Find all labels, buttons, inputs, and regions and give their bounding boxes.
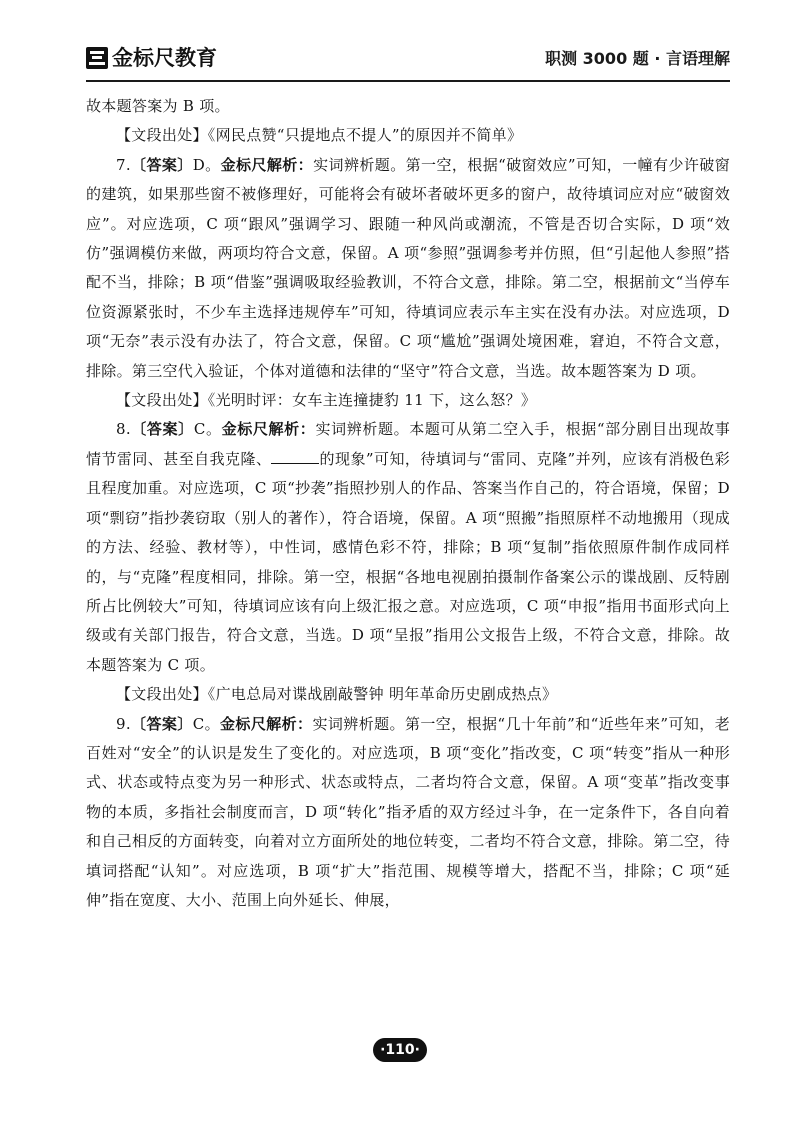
header-divider bbox=[86, 80, 730, 82]
answer-tag: 〔答案〕 bbox=[130, 155, 193, 174]
answer-letter: C。 bbox=[193, 420, 222, 439]
analysis-text: 实词辨析题。第一空，根据“破窗效应”可知，一幢有少许破窗的建筑，如果那些窗不被修理好，可能将会有破坏者破坏更多的窗户，故待填词应对应“破窗效应”。对应选项，C 项“跟风”强调学习、跟随一种风尚或潮流，不管是否切合实际，D 项“效仿”强调模仿来做，两项均符合文意，保留。A 项“参照”强调参考并仿照，但“引起他人参照”搭配不当，排除；B 项“借鉴”强调吸取经验教训，不符合文意，排除。第二空，根据前文“当停车位资源紧张时，不少车主选择违规停车”可知，待填词应表示车主实在没有办法。对应选项，D 项“无奈”表示没有办法了，符合文意，保留。C 项“尴尬”强调处境困难，窘迫，不符合文意，排除。第三空代入验证，个体对道德和法律的“坚守”符合文意，当选。故本题答案为 D 项。 bbox=[86, 155, 731, 380]
analysis-text-continued: 的现象”可知，待填词与“雷同、克隆”并列，应该有消极色彩且程度加重。对应选项，C 项“抄袭”指照抄别人的作品、答案当作自己的，符合语境，保留；D 项“剽窃”指抄袭窃取（别人的著作），符合语境，保留。A 项“照搬”指照原样不动地搬用（现成的方法、经验、教材等），中性词，感情色彩不符，排除；B 项“复制”指依照原件制作成同样的，与“克隆”程度相同，排除。第一空，根据“各地电视剧拍摄制作备案公示的谍战剧、反特剧所占比例较大”可知，待填词应该有向上级汇报之意。对应选项，C 项“申报”指用书面形式向上级或有关部门报告，符合文意，当选。D 项“呈报”指用公文报告上级，不符合文意，排除。故本题答案为 C 项。 bbox=[86, 449, 730, 674]
question-number: 7. bbox=[116, 155, 131, 174]
answer-letter: C。 bbox=[192, 714, 220, 733]
source-citation-q6: 【文段出处】《网民点赞“只提地点不提人”的原因并不简单》 bbox=[116, 126, 523, 145]
answer-tag: 〔答案〕 bbox=[130, 420, 194, 439]
answer-letter: D。 bbox=[192, 155, 221, 174]
fill-in-blank bbox=[271, 449, 319, 464]
question-7-explanation bbox=[86, 151, 730, 386]
question-number: 9. bbox=[116, 714, 131, 733]
page-number-badge: ·110· bbox=[373, 1038, 427, 1062]
answer-conclusion-q6: 故本题答案为 B 项。 bbox=[86, 97, 230, 115]
analysis-text: 实词辨析题。本题可从第二空入手，根据“部分剧目出现故事情节雷同、甚至自我克隆、 bbox=[86, 420, 731, 468]
question-9-explanation bbox=[86, 710, 730, 916]
analysis-label: 金标尺解析： bbox=[220, 155, 314, 174]
brand-name: 金标尺教育 bbox=[112, 46, 217, 70]
publisher-logo bbox=[86, 46, 217, 70]
question-8-explanation bbox=[86, 415, 730, 680]
source-citation-q7: 【文段出处】《光明时评：女车主连撞捷豹 11 下，这么怒？》 bbox=[116, 391, 537, 410]
logo-mark-icon bbox=[86, 47, 108, 69]
analysis-label: 金标尺解析： bbox=[221, 420, 316, 439]
analysis-label: 金标尺解析： bbox=[220, 714, 313, 733]
answer-tag: 〔答案〕 bbox=[130, 714, 193, 733]
page-header bbox=[86, 44, 730, 76]
analysis-text: 实词辨析题。第一空，根据“几十年前”和“近些年来”可知，老百姓对“安全”的认识是发生了变化的。对应选项，B 项“变化”指改变，C 项“转变”指从一种形式、状态或特点变为另一种形式、状态或特点，二者均符合文意，保留。A 项“变革”指改变事物的本质，多指社会制度而言，D 项“转化”指矛盾的双方经过斗争，在一定条件下，各自向着和自己相反的方面转变，向着对立方面所处的地位转变，二者均不符合文意，排除。第二空，待填词搭配“认知”。对应选项，B 项“扩大”指范围、规模等增大，搭配不当，排除；C 项“延伸”指在宽度、大小、范围上向外延长、伸展， bbox=[86, 714, 730, 909]
question-number: 8. bbox=[116, 420, 131, 439]
page-body bbox=[86, 92, 730, 915]
source-citation-q8: 【文段出处】《广电总局对谍战剧敲警钟 明年革命历史剧成热点》 bbox=[116, 685, 558, 704]
series-title: 职测 3000 题 · 言语理解 bbox=[545, 49, 730, 68]
